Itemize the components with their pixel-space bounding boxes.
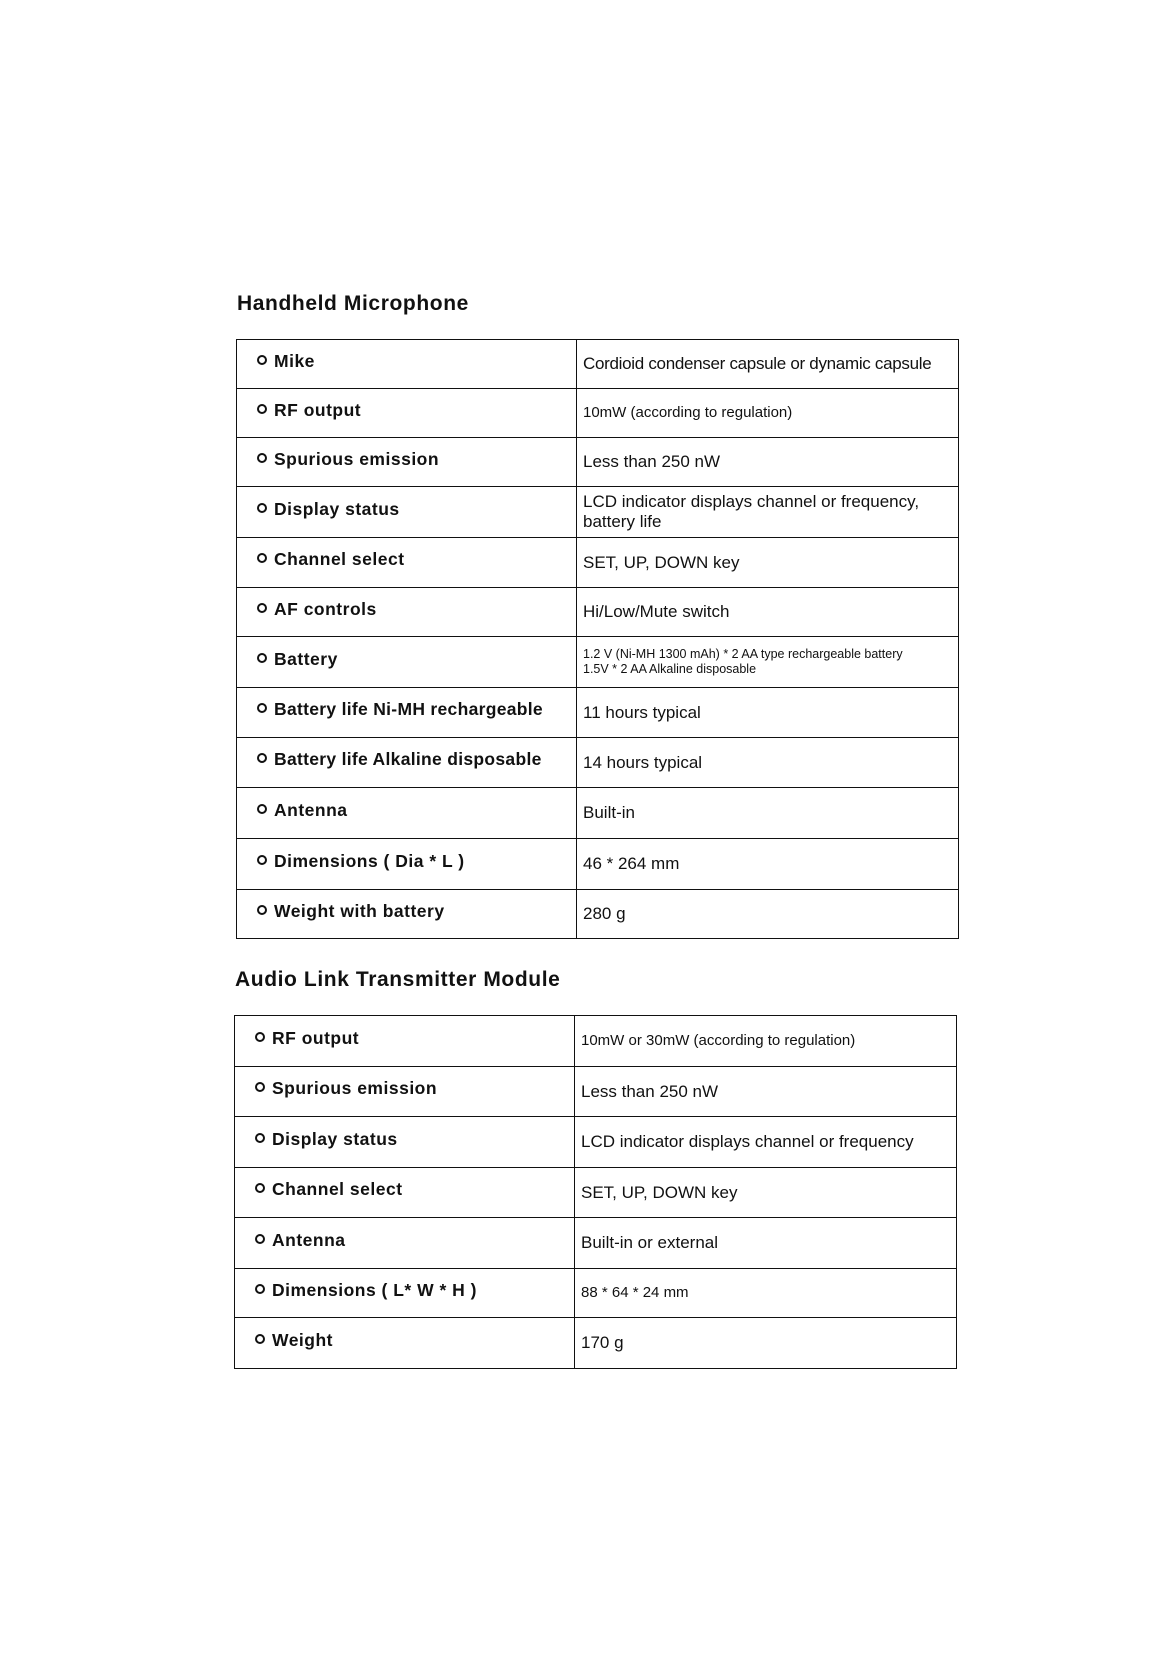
spec-value-cell (575, 1168, 957, 1218)
spec-value: 11 hours typical (583, 702, 701, 722)
spec-value: 14 hours typical (583, 752, 703, 772)
spec-value: 10mW (according to regulation) (583, 404, 793, 421)
spec-value-cell (577, 637, 959, 688)
spec-label: RF output (274, 399, 362, 420)
table-row (235, 1016, 957, 1067)
spec-label: Channel select (272, 1179, 403, 1199)
spec-label-cell (237, 890, 577, 939)
bullet-icon (255, 1183, 265, 1193)
bullet-icon (255, 1234, 265, 1244)
spec-label-cell (237, 688, 577, 738)
spec-value: 46 * 264 mm (583, 854, 680, 873)
spec-label: Antenna (272, 1229, 346, 1250)
bullet-icon (257, 905, 267, 915)
spec-label: Display status (272, 1128, 398, 1149)
spec-value-cell (575, 1269, 957, 1318)
spec-label: Weight (272, 1329, 334, 1350)
spec-value-cell (577, 340, 959, 389)
spec-label: Display status (274, 498, 400, 519)
spec-value: SET, UP, DOWN key (583, 552, 740, 572)
table-row (237, 637, 959, 688)
table-row (237, 588, 959, 637)
spec-label: RF output (272, 1027, 360, 1048)
table-row (237, 788, 959, 839)
bullet-icon (257, 453, 267, 463)
bullet-icon (257, 603, 267, 613)
spec-label-cell (235, 1067, 575, 1117)
spec-value-cell (577, 688, 959, 738)
bullet-icon (257, 653, 267, 663)
spec-label: Spurious emission (274, 448, 440, 469)
spec-value: Built-in or external (581, 1233, 719, 1252)
section-title-audio-link-transmitter-module: Audio Link Transmitter Module (235, 968, 561, 991)
bullet-icon (257, 753, 267, 763)
spec-label-cell (237, 438, 577, 487)
bullet-icon (257, 404, 267, 414)
spec-label: Dimensions ( Dia * L ) (274, 850, 465, 871)
spec-label: Battery life Ni-MH rechargeable (274, 699, 543, 719)
spec-value-cell (577, 839, 959, 890)
spec-label-cell (237, 487, 577, 538)
spec-label-cell (235, 1269, 575, 1318)
spec-value-line-1: 1.2 V (Ni-MH 1300 mAh) * 2 AA type rechargeable battery (583, 647, 903, 661)
spec-value: 280 g (583, 904, 626, 923)
spec-value-cell (575, 1117, 957, 1168)
spec-label-cell (237, 588, 577, 637)
spec-label-cell (237, 637, 577, 688)
spec-label: Battery (274, 648, 338, 669)
spec-label-cell (235, 1016, 575, 1067)
spec-value-cell (577, 438, 959, 487)
bullet-icon (255, 1284, 265, 1294)
bullet-icon (257, 855, 267, 865)
table-row (235, 1117, 957, 1168)
spec-label: Weight with battery (274, 900, 445, 921)
spec-label: AF controls (274, 598, 377, 619)
table-row (237, 340, 959, 389)
spec-value-cell (577, 788, 959, 839)
spec-label: Mike (274, 350, 315, 371)
spec-value: Built-in (583, 803, 635, 822)
spec-value-cell (575, 1218, 957, 1269)
spec-value: Cordioid condenser capsule or dynamic capsule (583, 354, 932, 373)
spec-label-cell (235, 1318, 575, 1369)
bullet-icon (257, 553, 267, 563)
bullet-icon (257, 703, 267, 713)
spec-value-cell (577, 588, 959, 637)
spec-label: Channel select (274, 549, 405, 569)
spec-label-cell (237, 340, 577, 389)
table-row (237, 890, 959, 939)
spec-value: 10mW or 30mW (according to regulation) (581, 1032, 856, 1049)
table-row (235, 1067, 957, 1117)
bullet-icon (255, 1032, 265, 1042)
spec-label: Spurious emission (272, 1078, 438, 1098)
bullet-icon (257, 503, 267, 513)
spec-value-cell (575, 1318, 957, 1369)
spec-value: Less than 250 nW (583, 452, 721, 471)
spec-label-cell (237, 788, 577, 839)
spec-value-line-2: 1.5V * 2 AA Alkaline disposable (583, 662, 757, 676)
bullet-icon (255, 1334, 265, 1344)
spec-value-cell (577, 738, 959, 788)
spec-label-cell (235, 1218, 575, 1269)
bullet-icon (255, 1133, 265, 1143)
spec-label-cell (237, 538, 577, 588)
table-row (237, 839, 959, 890)
spec-label-cell (237, 839, 577, 890)
spec-label: Dimensions ( L* W * H ) (272, 1279, 477, 1300)
table-row (237, 438, 959, 487)
spec-table-handheld-microphone (236, 339, 959, 939)
spec-label-cell (237, 738, 577, 788)
spec-value: 170 g (581, 1333, 624, 1352)
table-row (237, 487, 959, 538)
table-row (237, 738, 959, 788)
spec-value: SET, UP, DOWN key (581, 1182, 738, 1202)
spec-label: Battery life Alkaline disposable (274, 749, 542, 769)
section-title-handheld-microphone: Handheld Microphone (237, 292, 469, 315)
spec-value-cell (577, 487, 959, 538)
spec-label: Antenna (274, 799, 348, 820)
spec-table-audio-link-transmitter-module (234, 1015, 957, 1369)
table-row (235, 1318, 957, 1369)
spec-value: LCD indicator displays channel or frequency, battery life (583, 492, 920, 531)
table-row (237, 538, 959, 588)
spec-value-cell (575, 1016, 957, 1067)
bullet-icon (257, 355, 267, 365)
spec-value: 88 * 64 * 24 mm (581, 1284, 689, 1301)
spec-value: Less than 250 nW (581, 1081, 719, 1101)
spec-label-cell (235, 1117, 575, 1168)
spec-value: Hi/Low/Mute switch (583, 602, 730, 621)
spec-label-cell (235, 1168, 575, 1218)
table-row (235, 1218, 957, 1269)
spec-value-cell (575, 1067, 957, 1117)
table-row (235, 1269, 957, 1318)
spec-label-cell (237, 389, 577, 438)
spec-value: LCD indicator displays channel or frequency (581, 1132, 914, 1151)
table-row (237, 389, 959, 438)
spec-value-cell (577, 389, 959, 438)
bullet-icon (257, 804, 267, 814)
spec-value-cell (577, 538, 959, 588)
bullet-icon (255, 1082, 265, 1092)
spec-value-cell (577, 890, 959, 939)
table-row (235, 1168, 957, 1218)
table-row (237, 688, 959, 738)
